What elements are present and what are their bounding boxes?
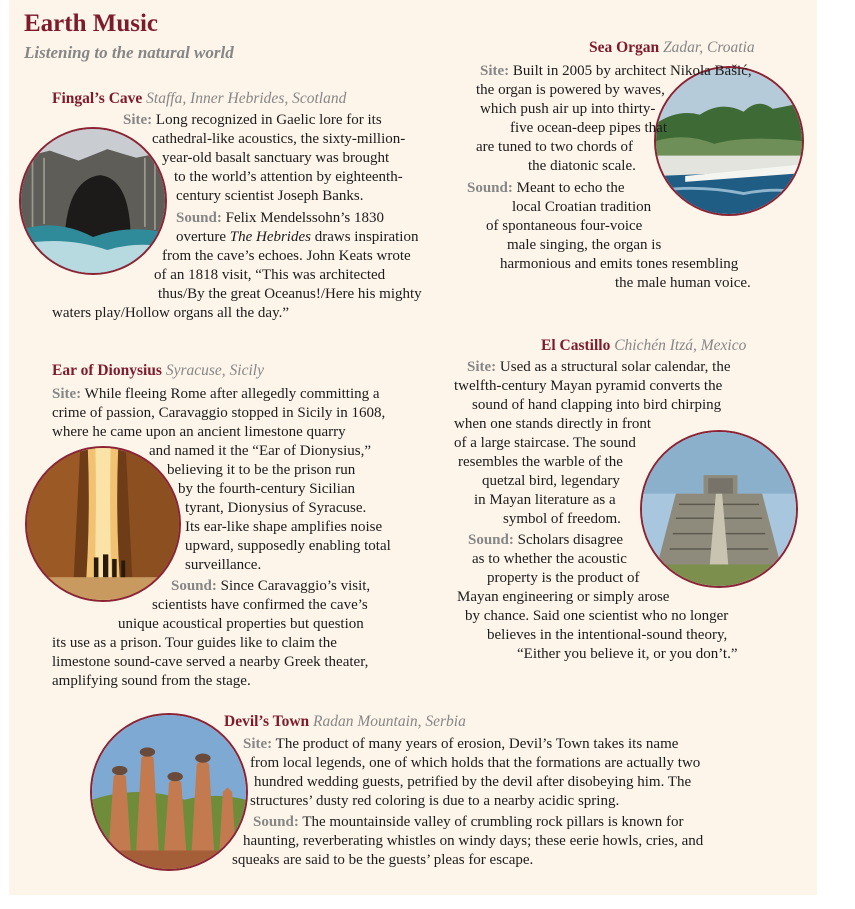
- castillo-site-line: sound of hand clapping into bird chirping: [472, 397, 722, 413]
- castillo-site-line: twelfth-century Mayan pyramid converts the: [454, 378, 723, 394]
- fingal-site-line: to the world’s attention by eighteenth-: [174, 169, 403, 185]
- seaorgan-heading: [589, 39, 755, 57]
- seaorgan-sound-line: harmonious and emits tones resembling: [500, 256, 739, 272]
- dionysius-sound-line: amplifying sound from the stage.: [52, 673, 251, 689]
- dionysius-heading: [52, 362, 264, 380]
- dionysius-site-line: and named it the “Ear of Dionysius,”: [149, 443, 372, 459]
- castillo-heading: [541, 337, 746, 355]
- devil-sound-line: haunting, reverberating whistles on windy days; these eerie howls, cries, and: [243, 833, 704, 849]
- dionysius-site-line: Its ear-like shape amplifies noise: [185, 519, 383, 535]
- page-subtitle: Listening to the natural world: [24, 43, 234, 62]
- fingal-site-line: year-old basalt sanctuary was brought: [162, 150, 390, 166]
- fingal-site-line: cathedral-like acoustics, the sixty-million-: [152, 131, 406, 147]
- castillo-site-line: Site: Used as a structural solar calendar, the: [467, 359, 731, 375]
- castillo-site-line: of a large staircase. The sound: [454, 435, 636, 451]
- seaorgan-site-line: the organ is powered by waves,: [476, 82, 665, 98]
- dionysius-sound-line: Sound: Since Caravaggio’s visit,: [171, 578, 371, 594]
- castillo-sound-label: Sound:: [468, 532, 514, 548]
- castillo-sound-line: Sound: Scholars disagree: [468, 532, 624, 548]
- devil-name: Devil’s Town: [224, 713, 310, 730]
- ear-of-dionysius-photo: [25, 446, 181, 602]
- dionysius-sound-line: unique acoustical properties but question: [118, 616, 364, 632]
- sea-organ-photo: [654, 66, 804, 216]
- devils-town-photo: [90, 713, 248, 871]
- seaorgan-site-line: five ocean-deep pipes that: [510, 120, 668, 136]
- castillo-site-line: resembles the warble of the: [458, 454, 623, 470]
- dionysius-sound-line: limestone sound-cave served a nearby Greek theater,: [52, 654, 369, 670]
- fingal-sound-line: from the cave’s echoes. John Keats wrote: [162, 248, 411, 264]
- seaorgan-site-line: which push air up into thirty-: [480, 101, 656, 117]
- seaorgan-sound-line: the male human voice.: [615, 275, 751, 291]
- dionysius-site-line: upward, supposedly enabling total: [185, 538, 391, 554]
- seaorgan-site-line: Site: Built in 2005 by architect Nikola Bašić,: [480, 63, 752, 79]
- seaorgan-name: Sea Organ: [589, 39, 660, 56]
- devil-sound-label: Sound:: [253, 814, 299, 830]
- seaorgan-location: Zadar, Croatia: [663, 39, 755, 56]
- fingal-sound-line: Sound: Felix Mendelssohn’s 1830: [176, 210, 384, 226]
- dionysius-name: Ear of Dionysius: [52, 362, 162, 379]
- castillo-sound-line: as to whether the acoustic: [472, 551, 627, 567]
- fingal-site-line: century scientist Joseph Banks.: [176, 188, 364, 204]
- seaorgan-sound-line: male singing, the organ is: [507, 237, 662, 253]
- fingal-site-line: Site: Long recognized in Gaelic lore for its: [123, 112, 382, 128]
- seaorgan-sound-line: Sound: Meant to echo the: [467, 180, 625, 196]
- el-castillo-photo: [640, 430, 798, 588]
- dionysius-site-line: believing it to be the prison run: [167, 462, 356, 478]
- castillo-sound-line: by chance. Said one scientist who no longer: [465, 608, 729, 624]
- seaorgan-sound-line: local Croatian tradition: [512, 199, 652, 215]
- castillo-sound-line: “Either you believe it, or you don’t.”: [517, 646, 738, 662]
- castillo-site-line: quetzal bird, legendary: [482, 473, 620, 489]
- fingal-name: Fingal’s Cave: [52, 90, 143, 107]
- fingal-sound-line: waters play/Hollow organs all the day.”: [52, 305, 290, 321]
- castillo-site-label: Site:: [467, 359, 497, 375]
- devil-site-line: structures’ dusty red coloring is due to a nearby acidic spring.: [250, 793, 620, 809]
- dionysius-site-line: Site: While fleeing Rome after allegedly committing a: [52, 386, 380, 402]
- castillo-site-line: in Mayan literature as a: [474, 492, 616, 508]
- fingal-cave-photo: [19, 127, 167, 275]
- devil-location: Radan Mountain, Serbia: [313, 713, 466, 730]
- fingal-sound-line: of an 1818 visit, “This was architected: [154, 267, 386, 283]
- castillo-sound-line: believes in the intentional-sound theory,: [487, 627, 728, 643]
- castillo-site-line: symbol of freedom.: [503, 511, 621, 527]
- dionysius-site-label: Site:: [52, 386, 82, 402]
- dionysius-location: Syracuse, Sicily: [165, 362, 264, 379]
- dionysius-site-line: tyrant, Dionysius of Syracuse.: [185, 500, 367, 516]
- dionysius-sound-line: its use as a prison. Tour guides like to claim the: [52, 635, 337, 651]
- devil-site-line: hundred wedding guests, petrified by the devil after disobeying him. The: [254, 774, 692, 790]
- castillo-location: Chichén Itzá, Mexico: [614, 337, 747, 354]
- fingal-site-label: Site:: [123, 112, 153, 128]
- devil-sound-line: squeaks are said to be the guests’ pleas for escape.: [232, 852, 534, 868]
- page-title: Earth Music: [24, 10, 159, 37]
- dionysius-site-line: by the fourth-century Sicilian: [178, 481, 356, 497]
- fingal-heading: [52, 90, 346, 108]
- fingal-location: Staffa, Inner Hebrides, Scotland: [146, 90, 347, 107]
- devil-site-line: from local legends, one of which holds that the formations are actually two: [250, 755, 701, 771]
- dionysius-site-line: where he came upon an ancient limestone quarry: [52, 424, 346, 440]
- devil-heading: [224, 713, 466, 731]
- seaorgan-sound-line: of spontaneous four-voice: [486, 218, 643, 234]
- castillo-sound-line: property is the product of: [487, 570, 640, 586]
- fingal-sound-label: Sound:: [176, 210, 222, 226]
- devil-site-line: Site: The product of many years of erosion, Devil’s Town takes its name: [243, 736, 679, 752]
- castillo-sound-line: Mayan engineering or simply arose: [457, 589, 670, 605]
- devil-site-label: Site:: [243, 736, 273, 752]
- seaorgan-site-line: are tuned to two chords of: [476, 139, 634, 155]
- castillo-name: El Castillo: [541, 337, 611, 354]
- seaorgan-site-line: the diatonic scale.: [528, 158, 636, 174]
- dionysius-site-line: surveillance.: [185, 557, 262, 573]
- seaorgan-site-label: Site:: [480, 63, 510, 79]
- dionysius-sound-line: scientists have confirmed the cave’s: [152, 597, 368, 613]
- seaorgan-sound-label: Sound:: [467, 180, 513, 196]
- castillo-site-line: when one stands directly in front: [454, 416, 652, 432]
- dionysius-site-line: crime of passion, Caravaggio stopped in Sicily in 1608,: [52, 405, 386, 421]
- dionysius-sound-label: Sound:: [171, 578, 217, 594]
- fingal-sound-line: overture The Hebrides draws inspiration: [176, 229, 419, 245]
- devil-sound-line: Sound: The mountainside valley of crumbling rock pillars is known for: [253, 814, 684, 830]
- fingal-sound-line: thus/By the great Oceanus!/Here his mighty: [158, 286, 422, 302]
